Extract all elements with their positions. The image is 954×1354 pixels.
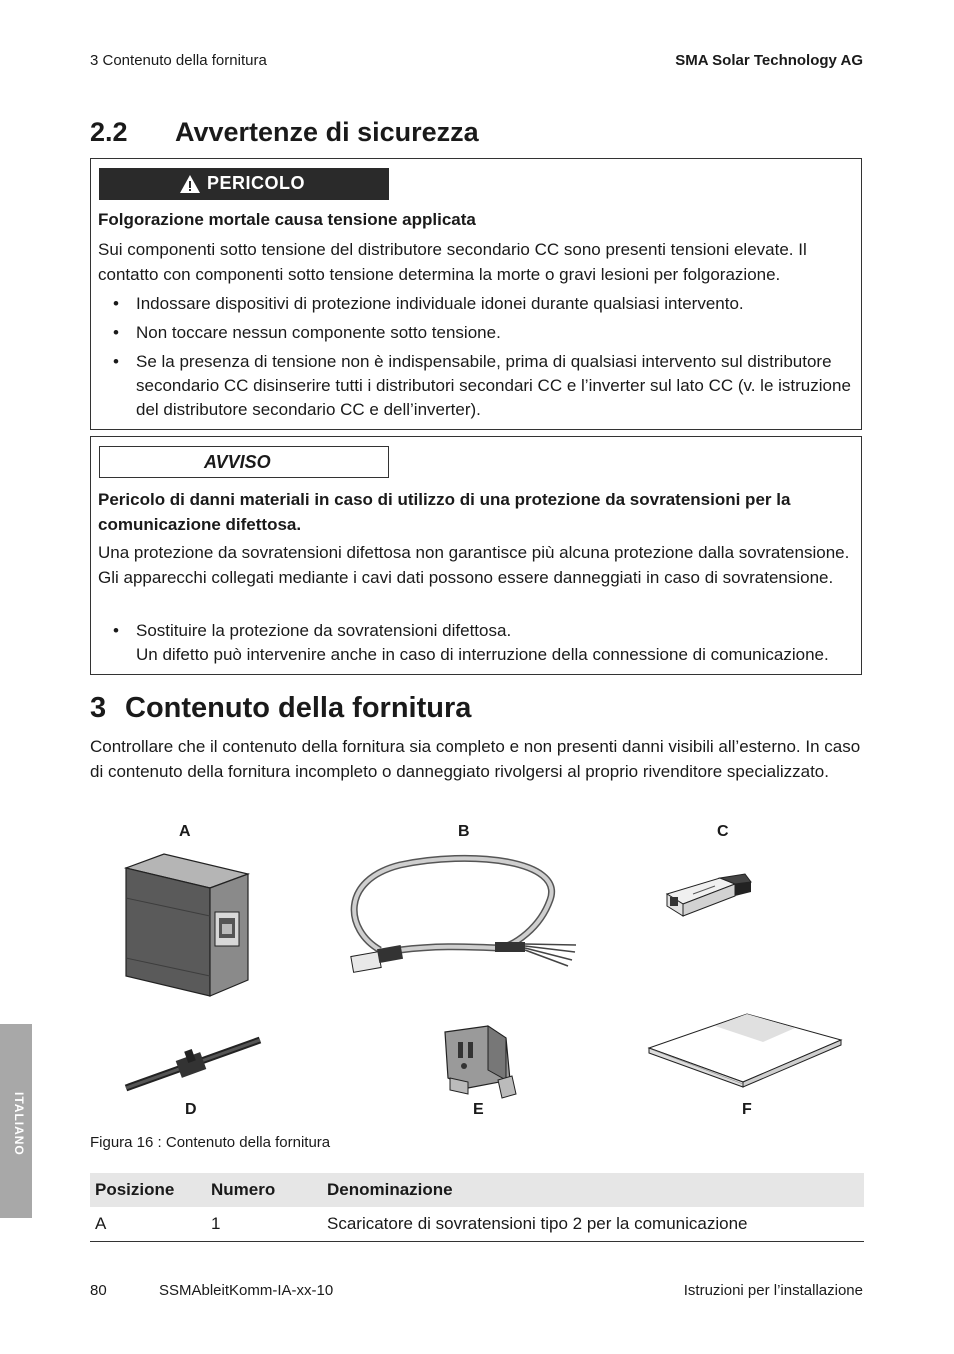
danger-signal-word: PERICOLO bbox=[207, 173, 306, 193]
notice-bullet-note: Un difetto può intervenire anche in caso di interruzione della connessione di comunicazione. bbox=[136, 645, 829, 664]
danger-bullet-item: • Non toccare nessun componente sotto tensione. bbox=[113, 323, 501, 342]
danger-signal-bar bbox=[99, 168, 389, 200]
danger-bullet-text: Non toccare nessun componente sotto tensione. bbox=[136, 323, 501, 342]
section-heading-3 bbox=[90, 692, 471, 725]
danger-title: Folgorazione mortale causa tensione applicata bbox=[98, 210, 476, 229]
footer-page-number: 80 bbox=[90, 1282, 107, 1299]
din-rail-bracket-image bbox=[440, 1022, 520, 1104]
section-number: 2.2 bbox=[90, 117, 128, 147]
notice-bullet-item: • Sostituire la protezione da sovratensioni difettosa. Un difetto può intervenire anche in caso di interruzione della connessione di comunicazione. bbox=[113, 621, 829, 664]
figure-label-d: D bbox=[185, 1101, 197, 1118]
danger-text-line-1: Sui componenti sotto tensione del distributore secondario CC sono presenti tensioni elevate. Il bbox=[98, 240, 807, 259]
notice-safety-box bbox=[90, 436, 862, 675]
danger-bullet-item: • Indossare dispositivi di protezione individuale idonei durante qualsiasi intervento. bbox=[113, 294, 744, 313]
section-intro-paragraph: Controllare che il contenuto della fornitura sia completo e non presenti danni visibili all’esterno. In caso di contenuto della fornitura incompleto o danneggiato rivolgersi al proprio rivenditore specializzato. bbox=[90, 737, 861, 781]
running-header-chapter: 3 Contenuto della fornitura bbox=[90, 52, 267, 69]
data-cable-image bbox=[340, 850, 585, 980]
table-header-cell: Numero bbox=[206, 1173, 322, 1207]
surge-arrester-image bbox=[120, 850, 255, 1000]
figure-label-f: F bbox=[742, 1101, 752, 1118]
section-title: Avvertenze di sicurezza bbox=[175, 117, 479, 147]
figure-label-b: B bbox=[458, 823, 470, 840]
figure-label-a: A bbox=[179, 823, 191, 840]
language-label: ITALIANO bbox=[12, 1092, 26, 1156]
figure-label-e: E bbox=[473, 1101, 484, 1118]
table-row bbox=[90, 1207, 864, 1242]
rj45-plug-image bbox=[665, 870, 755, 920]
table-header-row bbox=[90, 1173, 864, 1207]
delivery-scope-table bbox=[90, 1173, 864, 1242]
section-title: Contenuto della fornitura bbox=[125, 692, 472, 724]
footer-doc-type: Istruzioni per l’installazione bbox=[683, 1282, 863, 1299]
danger-text-line-2: contatto con componenti sotto tensione determina la morte o gravi lesioni per folgorazione. bbox=[98, 265, 781, 284]
cable-tie-image bbox=[118, 1032, 268, 1097]
figure-label-c: C bbox=[717, 823, 729, 840]
danger-bullet-item: • Se la presenza di tensione non è indispensabile, prima di qualsiasi intervento sul distributore secondario CC disinserire tutti i distributori secondari CC e l’inverter sul lato CC (v. le istruzione del distributore secondario CC e dell’inverter). bbox=[113, 352, 851, 419]
danger-bullet-text: Indossare dispositivi di protezione individuale idonei durante qualsiasi intervento. bbox=[136, 294, 744, 313]
table-header-cell: Denominazione bbox=[322, 1173, 864, 1207]
table-header-cell: Posizione bbox=[90, 1173, 206, 1207]
language-side-tab bbox=[0, 1024, 32, 1218]
table-cell: 1 bbox=[206, 1207, 322, 1242]
running-header-company: SMA Solar Technology AG bbox=[675, 52, 863, 69]
danger-safety-box bbox=[90, 158, 862, 430]
section-heading-2-2 bbox=[90, 117, 479, 148]
notice-title: Pericolo di danni materiali in caso di utilizzo di una protezione da sovratensioni per la comunicazione difettosa. bbox=[98, 490, 791, 534]
notice-bullet-text: Sostituire la protezione da sovratensioni difettosa. bbox=[136, 621, 512, 640]
footer-doc-code: SSMAbleitKomm-IA-xx-10 bbox=[159, 1282, 334, 1299]
warning-triangle-icon bbox=[179, 174, 201, 194]
figure-caption: Figura 16 : Contenuto della fornitura bbox=[90, 1134, 331, 1151]
notice-text: Una protezione da sovratensioni difettosa non garantisce più alcuna protezione dalla sovratensione. Gli apparecchi collegati mediante i cavi dati possono essere danneggiati in caso di sovratensione. bbox=[98, 543, 850, 587]
section-number: 3 bbox=[90, 692, 107, 724]
table-cell: A bbox=[90, 1207, 206, 1242]
notice-signal-bar bbox=[99, 446, 389, 478]
instruction-booklet-image bbox=[645, 1010, 845, 1090]
notice-signal-word: AVVISO bbox=[204, 452, 271, 472]
danger-bullet-text: Se la presenza di tensione non è indispensabile, prima di qualsiasi intervento sul distributore secondario CC disinserire tutti i distributori secondari CC e l’inverter sul lato CC (v. le istruzione del distributore secondario CC e dell’inverter). bbox=[136, 352, 851, 419]
table-cell: Scaricatore di sovratensioni tipo 2 per la comunicazione bbox=[322, 1207, 864, 1242]
